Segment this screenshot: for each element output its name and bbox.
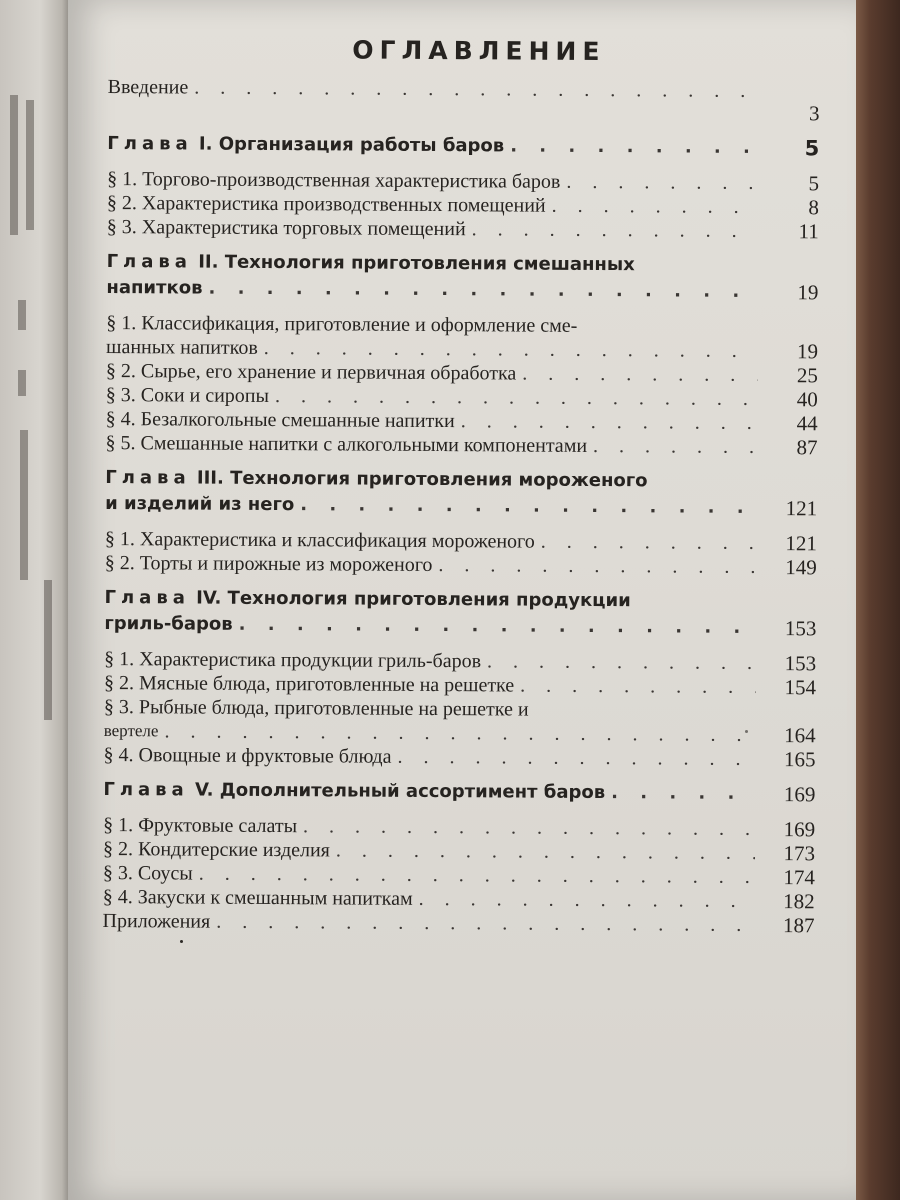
leader-dots	[164, 719, 755, 747]
leader-dots	[510, 133, 759, 161]
toc-section	[105, 551, 817, 579]
toc-section	[107, 215, 819, 243]
table-of-contents	[103, 34, 820, 937]
adjacent-page	[0, 0, 70, 1200]
chapter-title: V. Дополнительный ассортимент баров	[194, 779, 606, 804]
chapter-title: I. Организация работы баров	[198, 133, 505, 157]
leader-dots	[199, 862, 755, 889]
leader-dots	[239, 612, 757, 641]
section-title-line1: § 1. Классификация, приготовление и оформление сме-	[106, 311, 578, 337]
entry-text: Введение	[107, 75, 189, 99]
section-title: § 2. Кондитерские изделия	[102, 837, 330, 862]
page-number: 5	[808, 171, 820, 196]
page-number: 187	[782, 913, 815, 938]
section-title-line1: § 3. Рыбные блюда, приготовленные на решетке и	[103, 695, 529, 721]
section-title: § 2. Торты и пирожные из мороженого	[104, 551, 433, 576]
leader-dots	[552, 194, 759, 219]
toc-chapter	[106, 249, 818, 305]
page-number: 121	[785, 496, 818, 521]
section-title: § 2. Мясные блюда, приготовленные на решетке	[103, 671, 515, 697]
toc-entry	[103, 909, 815, 937]
chapter-title-line1: III. Технология приготовления мороженого	[196, 467, 648, 492]
leader-dots	[336, 838, 755, 865]
leader-dots	[611, 780, 755, 807]
section-title: § 3. Характеристика торговых помещений	[106, 215, 466, 241]
leader-dots	[208, 276, 758, 305]
page-number: 182	[783, 889, 815, 914]
ink-speck	[745, 730, 748, 733]
leader-dots	[303, 814, 755, 841]
chapter-prefix: Глава	[104, 586, 190, 609]
page-number: 8	[808, 195, 820, 220]
section-title-line2: вертеле	[103, 720, 159, 741]
book-cover-edge	[856, 0, 900, 1200]
page-number: 165	[784, 747, 816, 772]
section-title: § 1. Характеристика продукции гриль-баров	[104, 647, 482, 673]
entry-text: Приложения	[102, 909, 211, 933]
toc-section	[105, 431, 817, 459]
toc-chapter	[107, 131, 819, 161]
page-number: 40	[796, 387, 818, 412]
chapter-title-line1: II. Технология приготовления смешанных	[198, 251, 635, 276]
section-title: § 1. Торгово-производственная характеристика баров	[107, 167, 561, 193]
leader-dots	[216, 910, 754, 937]
chapter-prefix: Глава	[106, 250, 193, 273]
toc-section	[104, 743, 816, 771]
chapter-title-line2: напитков	[106, 276, 203, 299]
leader-dots	[438, 553, 756, 579]
page-number: 169	[783, 817, 816, 842]
page-number: 3	[808, 101, 820, 126]
page-number: 5	[804, 136, 820, 161]
page-number: 153	[784, 616, 817, 641]
chapter-title-line1: IV. Технология приготовления продукции	[196, 587, 631, 612]
toc-chapter	[104, 585, 816, 641]
page-number: 121	[785, 531, 817, 556]
page-number: 153	[784, 651, 817, 676]
toc-section	[104, 695, 816, 747]
section-title: § 2. Сырье, его хранение и первичная обработка	[105, 359, 517, 385]
page-number: 149	[785, 555, 817, 580]
section-title: § 1. Фруктовые салаты	[103, 813, 298, 838]
toc-title: ОГЛАВЛЕНИЕ	[352, 35, 606, 67]
section-title: § 2. Характеристика производственных помещений	[106, 191, 546, 217]
leader-dots	[487, 649, 756, 675]
page-number: 25	[796, 363, 819, 388]
page-number: 169	[783, 782, 816, 807]
section-title: § 3. Соки и сиропы	[105, 383, 270, 407]
leader-dots	[300, 492, 757, 521]
section-title: § 4. Овощные и фруктовые блюда	[103, 743, 392, 768]
section-title: § 4. Безалкогольные смешанные напитки	[105, 407, 455, 433]
ink-speck	[180, 940, 183, 943]
chapter-prefix: Глава	[103, 778, 189, 801]
toc-chapter	[105, 465, 817, 521]
chapter-title-line2: и изделий из него	[105, 492, 295, 516]
leader-dots	[520, 674, 756, 699]
leader-dots	[397, 745, 755, 771]
section-title: § 4. Закуски к смешанным напиткам	[102, 885, 413, 910]
page-number: 19	[797, 339, 819, 364]
page-number: 11	[798, 219, 819, 244]
page-number: 154	[784, 675, 817, 700]
section-title: § 3. Соусы	[102, 861, 193, 885]
leader-dots	[419, 887, 755, 913]
leader-dots	[541, 530, 757, 555]
leader-dots	[472, 217, 759, 243]
section-title: § 1. Характеристика и классификация мороженого	[104, 527, 535, 553]
page-number: 174	[783, 865, 815, 890]
page-number: 44	[796, 411, 818, 436]
toc-section	[106, 311, 818, 363]
leader-dots	[593, 434, 758, 459]
toc-entry	[107, 75, 820, 126]
leader-dots	[461, 409, 758, 435]
leader-dots	[522, 362, 758, 387]
leader-dots	[264, 336, 758, 363]
section-title-line2: шанных напитков	[106, 335, 258, 359]
page-number: 164	[784, 723, 816, 748]
page-number: 19	[797, 280, 819, 305]
leader-dots	[275, 384, 758, 411]
page-number: 87	[796, 435, 818, 460]
section-title: § 5. Смешанные напитки с алкогольными компонентами	[105, 431, 588, 457]
leader-dots	[194, 76, 760, 103]
chapter-prefix: Глава	[105, 466, 191, 489]
toc-chapter	[103, 777, 815, 807]
chapter-prefix: Глава	[107, 132, 193, 155]
chapter-title-line2: гриль-баров	[104, 612, 233, 635]
leader-dots	[566, 170, 759, 195]
page-number: 173	[783, 841, 816, 866]
